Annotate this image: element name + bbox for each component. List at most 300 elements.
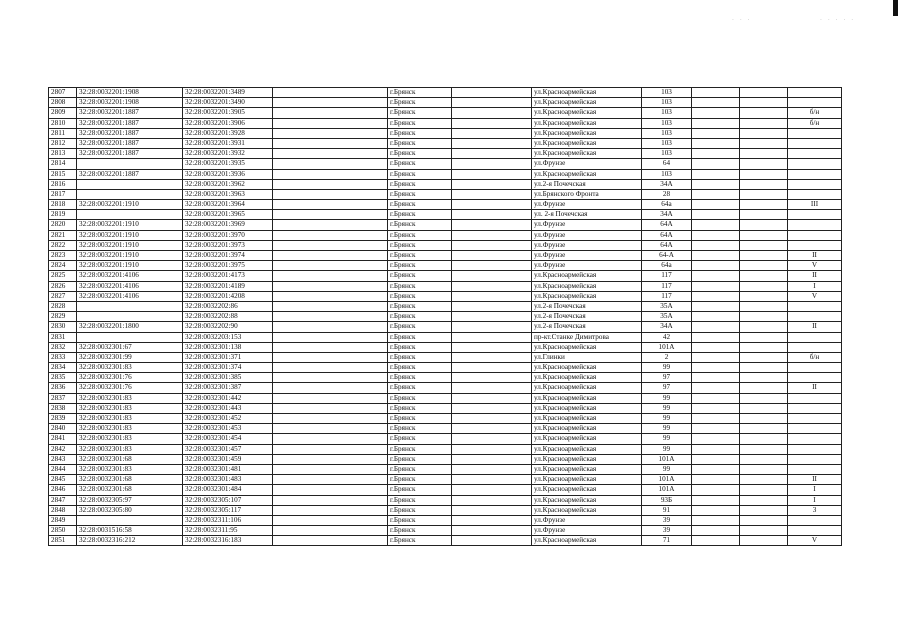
parcel-number-cell	[77, 301, 183, 311]
row-number-cell: 2819	[49, 210, 77, 220]
row-number-cell: 2807	[49, 88, 77, 98]
note-cell	[788, 393, 842, 403]
empty-cell	[692, 240, 740, 250]
parcel-number-cell: 32:28:0032201:1910	[77, 200, 183, 210]
empty-cell	[740, 454, 788, 464]
empty-cell	[273, 393, 388, 403]
parcel-number-cell: 32:28:0032305:80	[77, 505, 183, 515]
street-cell: пр-кт.Станке Димитрова	[532, 332, 642, 342]
empty-cell	[692, 464, 740, 474]
row-number-cell: 2825	[49, 271, 77, 281]
row-number-cell: 2820	[49, 220, 77, 230]
empty-cell	[273, 312, 388, 322]
empty-cell	[740, 220, 788, 230]
row-number-cell: 2844	[49, 464, 77, 474]
parcel-number-cell: 32:28:0032301:83	[77, 363, 183, 373]
street-cell: ул.Фрунзе	[532, 220, 642, 230]
note-cell	[788, 363, 842, 373]
row-number-cell: 2838	[49, 403, 77, 413]
empty-cell	[273, 108, 388, 118]
empty-cell	[740, 515, 788, 525]
empty-cell	[273, 363, 388, 373]
empty-cell	[452, 149, 532, 159]
empty-cell	[740, 240, 788, 250]
city-cell: г.Брянск	[388, 108, 452, 118]
empty-cell	[273, 373, 388, 383]
house-number-cell: 117	[642, 271, 692, 281]
empty-cell	[452, 444, 532, 454]
house-number-cell: 117	[642, 281, 692, 291]
house-number-cell: 99	[642, 434, 692, 444]
empty-cell	[452, 108, 532, 118]
empty-cell	[692, 179, 740, 189]
empty-cell	[740, 200, 788, 210]
object-number-cell: 32:28:0032301:443	[183, 403, 273, 413]
parcel-number-cell: 32:28:0032316:212	[77, 536, 183, 546]
city-cell: г.Брянск	[388, 189, 452, 199]
table-row	[49, 403, 842, 413]
street-cell: ул.Фрунзе	[532, 200, 642, 210]
empty-cell	[740, 159, 788, 169]
empty-cell	[452, 138, 532, 148]
object-number-cell: 32:28:0032201:3936	[183, 169, 273, 179]
house-number-cell: 28	[642, 189, 692, 199]
row-number-cell: 2817	[49, 189, 77, 199]
row-number-cell: 2812	[49, 138, 77, 148]
row-number-cell: 2841	[49, 434, 77, 444]
parcel-number-cell: 32:28:0032201:1908	[77, 98, 183, 108]
empty-cell	[273, 475, 388, 485]
empty-cell	[692, 98, 740, 108]
house-number-cell: 64А	[642, 220, 692, 230]
parcel-number-cell: 32:28:0032305:97	[77, 495, 183, 505]
object-number-cell: 32:28:0032201:3931	[183, 138, 273, 148]
empty-cell	[692, 220, 740, 230]
note-cell	[788, 210, 842, 220]
empty-cell	[692, 444, 740, 454]
parcel-number-cell: 32:28:0032201:1910	[77, 230, 183, 240]
note-cell	[788, 240, 842, 250]
table-row	[49, 220, 842, 230]
house-number-cell: 34А	[642, 210, 692, 220]
street-cell: ул.Красноармейская	[532, 464, 642, 474]
city-cell: г.Брянск	[388, 454, 452, 464]
note-cell: I	[788, 281, 842, 291]
note-cell	[788, 464, 842, 474]
street-cell: ул.2-я Почечская	[532, 179, 642, 189]
empty-cell	[452, 98, 532, 108]
table-row	[49, 485, 842, 495]
empty-cell	[273, 240, 388, 250]
street-cell: ул.Красноармейская	[532, 98, 642, 108]
note-cell: II	[788, 322, 842, 332]
object-number-cell: 32:28:0032201:3935	[183, 159, 273, 169]
empty-cell	[692, 301, 740, 311]
street-cell: ул.Фрунзе	[532, 251, 642, 261]
empty-cell	[692, 128, 740, 138]
empty-cell	[692, 526, 740, 536]
table-row	[49, 261, 842, 271]
empty-cell	[692, 434, 740, 444]
empty-cell	[273, 128, 388, 138]
empty-cell	[452, 414, 532, 424]
object-number-cell: 32:28:0032301:452	[183, 414, 273, 424]
house-number-cell: 103	[642, 138, 692, 148]
object-number-cell: 32:28:0032301:385	[183, 373, 273, 383]
city-cell: г.Брянск	[388, 464, 452, 474]
empty-cell	[692, 414, 740, 424]
parcel-number-cell: 32:28:0032301:83	[77, 424, 183, 434]
note-cell: б/н	[788, 118, 842, 128]
empty-cell	[692, 424, 740, 434]
empty-cell	[273, 505, 388, 515]
table-row	[49, 495, 842, 505]
empty-cell	[273, 159, 388, 169]
empty-cell	[692, 169, 740, 179]
row-number-cell: 2821	[49, 230, 77, 240]
object-number-cell: 32:28:0032201:3964	[183, 200, 273, 210]
note-cell	[788, 301, 842, 311]
empty-cell	[452, 301, 532, 311]
note-cell: б/н	[788, 108, 842, 118]
note-cell	[788, 414, 842, 424]
register-table	[48, 87, 842, 546]
note-cell: V	[788, 536, 842, 546]
note-cell	[788, 220, 842, 230]
street-cell: ул.Красноармейская	[532, 454, 642, 464]
empty-cell	[692, 291, 740, 301]
row-number-cell: 2808	[49, 98, 77, 108]
city-cell: г.Брянск	[388, 485, 452, 495]
empty-cell	[692, 403, 740, 413]
city-cell: г.Брянск	[388, 118, 452, 128]
row-number-cell: 2830	[49, 322, 77, 332]
city-cell: г.Брянск	[388, 363, 452, 373]
table-row	[49, 393, 842, 403]
empty-cell	[740, 393, 788, 403]
object-number-cell: 32:28:0032301:374	[183, 363, 273, 373]
street-cell: ул.Красноармейская	[532, 271, 642, 281]
object-number-cell: 32:28:0032301:459	[183, 454, 273, 464]
city-cell: г.Брянск	[388, 495, 452, 505]
object-number-cell: 32:28:0032301:457	[183, 444, 273, 454]
note-cell	[788, 332, 842, 342]
row-number-cell: 2839	[49, 414, 77, 424]
scan-specks: . . . . .	[820, 15, 856, 22]
house-number-cell: 64	[642, 159, 692, 169]
table-row	[49, 240, 842, 250]
street-cell: ул.Фрунзе	[532, 526, 642, 536]
city-cell: г.Брянск	[388, 210, 452, 220]
empty-cell	[740, 281, 788, 291]
street-cell: ул.Красноармейская	[532, 128, 642, 138]
house-number-cell: 101А	[642, 485, 692, 495]
empty-cell	[273, 444, 388, 454]
city-cell: г.Брянск	[388, 159, 452, 169]
city-cell: г.Брянск	[388, 342, 452, 352]
empty-cell	[740, 98, 788, 108]
object-number-cell: 32:28:0032201:3906	[183, 118, 273, 128]
empty-cell	[273, 332, 388, 342]
empty-cell	[452, 322, 532, 332]
note-cell	[788, 88, 842, 98]
street-cell: ул.Красноармейская	[532, 88, 642, 98]
empty-cell	[740, 536, 788, 546]
house-number-cell: 99	[642, 424, 692, 434]
empty-cell	[452, 526, 532, 536]
table-row	[49, 301, 842, 311]
empty-cell	[452, 352, 532, 362]
city-cell: г.Брянск	[388, 536, 452, 546]
empty-cell	[452, 515, 532, 525]
house-number-cell: 103	[642, 108, 692, 118]
table-row	[49, 383, 842, 393]
empty-cell	[273, 271, 388, 281]
object-number-cell: 32:28:0032305:117	[183, 505, 273, 515]
empty-cell	[692, 108, 740, 118]
row-number-cell: 2835	[49, 373, 77, 383]
empty-cell	[692, 505, 740, 515]
empty-cell	[273, 189, 388, 199]
table-row	[49, 424, 842, 434]
city-cell: г.Брянск	[388, 505, 452, 515]
empty-cell	[273, 383, 388, 393]
parcel-number-cell: 32:28:0032201:4106	[77, 291, 183, 301]
empty-cell	[740, 128, 788, 138]
row-number-cell: 2815	[49, 169, 77, 179]
object-number-cell: 32:28:0032202:86	[183, 301, 273, 311]
city-cell: г.Брянск	[388, 322, 452, 332]
parcel-number-cell: 32:28:0032201:4106	[77, 271, 183, 281]
empty-cell	[740, 434, 788, 444]
city-cell: г.Брянск	[388, 475, 452, 485]
empty-cell	[273, 424, 388, 434]
street-cell: ул.Красноармейская	[532, 291, 642, 301]
empty-cell	[273, 454, 388, 464]
object-number-cell: 32:28:0032301:484	[183, 485, 273, 495]
object-number-cell: 32:28:0032201:4208	[183, 291, 273, 301]
empty-cell	[452, 312, 532, 322]
empty-cell	[273, 261, 388, 271]
scan-edge-mark	[893, 0, 898, 16]
empty-cell	[273, 536, 388, 546]
house-number-cell: 97	[642, 383, 692, 393]
street-cell: ул.Глинки	[532, 352, 642, 362]
parcel-number-cell: 32:28:0032201:1910	[77, 240, 183, 250]
row-number-cell: 2810	[49, 118, 77, 128]
parcel-number-cell: 32:28:0032201:1887	[77, 128, 183, 138]
note-cell: II	[788, 251, 842, 261]
street-cell: ул.Красноармейская	[532, 281, 642, 291]
empty-cell	[273, 251, 388, 261]
city-cell: г.Брянск	[388, 98, 452, 108]
empty-cell	[452, 128, 532, 138]
house-number-cell: 64А	[642, 240, 692, 250]
note-cell	[788, 138, 842, 148]
object-number-cell: 32:28:0032201:3905	[183, 108, 273, 118]
note-cell: II	[788, 475, 842, 485]
object-number-cell: 32:28:0032311:106	[183, 515, 273, 525]
object-number-cell: 32:28:0032201:4173	[183, 271, 273, 281]
table-row	[49, 414, 842, 424]
city-cell: г.Брянск	[388, 240, 452, 250]
empty-cell	[273, 301, 388, 311]
house-number-cell: 42	[642, 332, 692, 342]
empty-cell	[452, 230, 532, 240]
house-number-cell: 99	[642, 414, 692, 424]
empty-cell	[740, 261, 788, 271]
note-cell: I	[788, 495, 842, 505]
empty-cell	[740, 464, 788, 474]
empty-cell	[740, 301, 788, 311]
table-row	[49, 363, 842, 373]
empty-cell	[740, 403, 788, 413]
city-cell: г.Брянск	[388, 393, 452, 403]
empty-cell	[740, 495, 788, 505]
parcel-number-cell: 32:28:0032201:1910	[77, 220, 183, 230]
row-number-cell: 2848	[49, 505, 77, 515]
object-number-cell: 32:28:0032201:3932	[183, 149, 273, 159]
object-number-cell: 32:28:0032305:107	[183, 495, 273, 505]
city-cell: г.Брянск	[388, 352, 452, 362]
empty-cell	[273, 414, 388, 424]
house-number-cell: 103	[642, 128, 692, 138]
row-number-cell: 2833	[49, 352, 77, 362]
row-number-cell: 2847	[49, 495, 77, 505]
empty-cell	[273, 403, 388, 413]
parcel-number-cell: 32:28:0032301:83	[77, 434, 183, 444]
table-row	[49, 159, 842, 169]
note-cell	[788, 312, 842, 322]
empty-cell	[452, 88, 532, 98]
street-cell: ул.Красноармейская	[532, 138, 642, 148]
row-number-cell: 2840	[49, 424, 77, 434]
note-cell	[788, 230, 842, 240]
house-number-cell: 97	[642, 373, 692, 383]
table-row	[49, 444, 842, 454]
street-cell: ул.Красноармейская	[532, 363, 642, 373]
empty-cell	[692, 322, 740, 332]
city-cell: г.Брянск	[388, 271, 452, 281]
house-number-cell: 64А	[642, 230, 692, 240]
empty-cell	[452, 251, 532, 261]
table-row	[49, 88, 842, 98]
table-row	[49, 281, 842, 291]
note-cell: б/н	[788, 352, 842, 362]
parcel-number-cell: 32:28:0032301:83	[77, 464, 183, 474]
table-row	[49, 128, 842, 138]
empty-cell	[452, 179, 532, 189]
empty-cell	[692, 393, 740, 403]
empty-cell	[692, 373, 740, 383]
empty-cell	[692, 363, 740, 373]
row-number-cell: 2826	[49, 281, 77, 291]
empty-cell	[452, 261, 532, 271]
table-row	[49, 526, 842, 536]
empty-cell	[692, 536, 740, 546]
empty-cell	[692, 485, 740, 495]
parcel-number-cell: 32:28:0032201:1887	[77, 169, 183, 179]
table-row	[49, 312, 842, 322]
parcel-number-cell: 32:28:0032201:1887	[77, 108, 183, 118]
empty-cell	[692, 475, 740, 485]
row-number-cell: 2811	[49, 128, 77, 138]
street-cell: ул.Фрунзе	[532, 261, 642, 271]
object-number-cell: 32:28:0032202:90	[183, 322, 273, 332]
house-number-cell: 103	[642, 88, 692, 98]
table-row	[49, 189, 842, 199]
parcel-number-cell	[77, 159, 183, 169]
street-cell: ул.Красноармейская	[532, 383, 642, 393]
empty-cell	[273, 342, 388, 352]
empty-cell	[273, 98, 388, 108]
empty-cell	[740, 373, 788, 383]
house-number-cell: 99	[642, 444, 692, 454]
empty-cell	[740, 475, 788, 485]
empty-cell	[273, 220, 388, 230]
empty-cell	[273, 322, 388, 332]
empty-cell	[740, 291, 788, 301]
house-number-cell: 103	[642, 169, 692, 179]
street-cell: ул.Красноармейская	[532, 169, 642, 179]
empty-cell	[273, 281, 388, 291]
row-number-cell: 2828	[49, 301, 77, 311]
table-row	[49, 118, 842, 128]
empty-cell	[740, 322, 788, 332]
street-cell: ул.Фрунзе	[532, 159, 642, 169]
street-cell: ул.Красноармейская	[532, 475, 642, 485]
note-cell: 3	[788, 505, 842, 515]
empty-cell	[740, 383, 788, 393]
row-number-cell: 2834	[49, 363, 77, 373]
note-cell: V	[788, 261, 842, 271]
table-row	[49, 475, 842, 485]
house-number-cell: 71	[642, 536, 692, 546]
row-number-cell: 2829	[49, 312, 77, 322]
street-cell: ул.Брянского Фронта	[532, 189, 642, 199]
parcel-number-cell	[77, 332, 183, 342]
city-cell: г.Брянск	[388, 291, 452, 301]
table-row	[49, 210, 842, 220]
empty-cell	[740, 189, 788, 199]
parcel-number-cell: 32:28:0032301:83	[77, 403, 183, 413]
empty-cell	[740, 169, 788, 179]
empty-cell	[452, 475, 532, 485]
street-cell: ул.Красноармейская	[532, 373, 642, 383]
empty-cell	[452, 159, 532, 169]
empty-cell	[740, 505, 788, 515]
table-row	[49, 536, 842, 546]
street-cell: ул.Красноармейская	[532, 495, 642, 505]
city-cell: г.Брянск	[388, 88, 452, 98]
empty-cell	[452, 342, 532, 352]
note-cell	[788, 454, 842, 464]
empty-cell	[452, 393, 532, 403]
empty-cell	[692, 230, 740, 240]
object-number-cell: 32:28:0032201:3963	[183, 189, 273, 199]
note-cell	[788, 128, 842, 138]
empty-cell	[273, 200, 388, 210]
empty-cell	[740, 271, 788, 281]
house-number-cell: 103	[642, 98, 692, 108]
object-number-cell: 32:28:0032201:3970	[183, 230, 273, 240]
note-cell	[788, 526, 842, 536]
object-number-cell: 32:28:0032201:3489	[183, 88, 273, 98]
empty-cell	[692, 352, 740, 362]
parcel-number-cell: 32:28:0032301:68	[77, 475, 183, 485]
empty-cell	[452, 373, 532, 383]
house-number-cell: 93Б	[642, 495, 692, 505]
